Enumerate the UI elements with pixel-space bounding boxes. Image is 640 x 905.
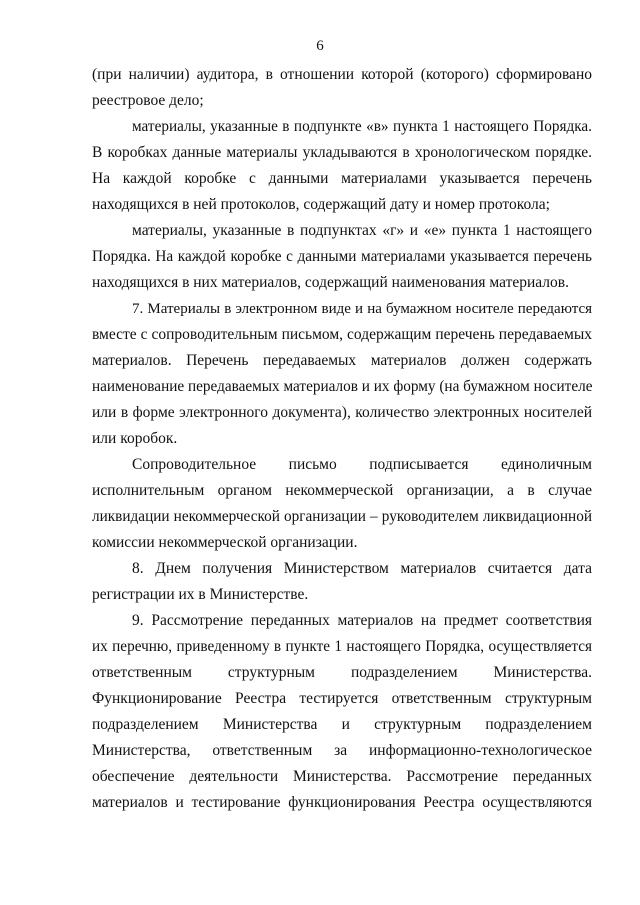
- text-line: или в форме электронного документа), количество электронных носителей: [92, 404, 592, 421]
- text-line: материалов. Перечень передаваемых материалов должен содержать: [92, 352, 592, 369]
- text-line: 7. Материалы в электронном виде и на бумажном носителе передаются: [132, 301, 592, 317]
- text-line: вместе с сопроводительным письмом, содержащим перечень передаваемых: [92, 326, 592, 343]
- page-number: 6: [316, 38, 324, 54]
- text-line: исполнительным органом некоммерческой организации, а в случае: [92, 482, 592, 499]
- text-line: подразделением Министерства и структурным подразделением: [92, 716, 592, 733]
- text-line: материалы, указанные в подпунктах «г» и «е» пункта 1 настоящего: [132, 222, 592, 239]
- text-line: комиссии некоммерческой организации.: [92, 534, 358, 551]
- body-text: [92, 62, 592, 816]
- text-line: наименование передаваемых материалов и их форму (на бумажном носителе: [92, 378, 593, 395]
- text-line: обеспечение деятельности Министерства. Рассмотрение переданных: [92, 768, 592, 785]
- text-line: материалов и тестирование функционирования Реестра осуществляются: [92, 794, 592, 811]
- text-line: находящихся в ней протоколов, содержащий дату и номер протокола;: [92, 196, 550, 213]
- text-line: Функционирование Реестра тестируется ответственным структурным: [92, 690, 592, 707]
- text-line: находящихся в них материалов, содержащий наименования материалов.: [92, 274, 569, 291]
- text-line: ответственным структурным подразделением Министерства.: [92, 664, 592, 681]
- text-line: Министерства, ответственным за информационно-технологическое: [92, 742, 592, 759]
- text-line: Сопроводительное письмо подписывается единоличным: [132, 456, 592, 473]
- text-line: материалы, указанные в подпункте «в» пункта 1 настоящего Порядка.: [132, 118, 592, 135]
- text-line: (при наличии) аудитора, в отношении которой (которого) сформировано: [92, 66, 592, 83]
- text-line: 8. Днем получения Министерством материалов считается дата: [132, 560, 592, 577]
- text-line: На каждой коробке с данными материалами указывается перечень: [92, 170, 592, 187]
- text-line: ликвидации некоммерческой организации – руководителем ликвидационной: [92, 508, 592, 525]
- text-line: Порядка. На каждой коробке с данными материалами указывается перечень: [92, 248, 592, 265]
- text-line: реестровое дело;: [92, 92, 204, 109]
- text-line: их перечню, приведенному в пункте 1 настоящего Порядка, осуществляется: [92, 638, 592, 655]
- text-line: В коробках данные материалы укладываются в хронологическом порядке.: [92, 144, 592, 161]
- text-line: 9. Рассмотрение переданных материалов на предмет соответствия: [132, 612, 592, 629]
- text-line: регистрации их в Министерстве.: [92, 586, 309, 603]
- text-line: или коробок.: [92, 430, 178, 447]
